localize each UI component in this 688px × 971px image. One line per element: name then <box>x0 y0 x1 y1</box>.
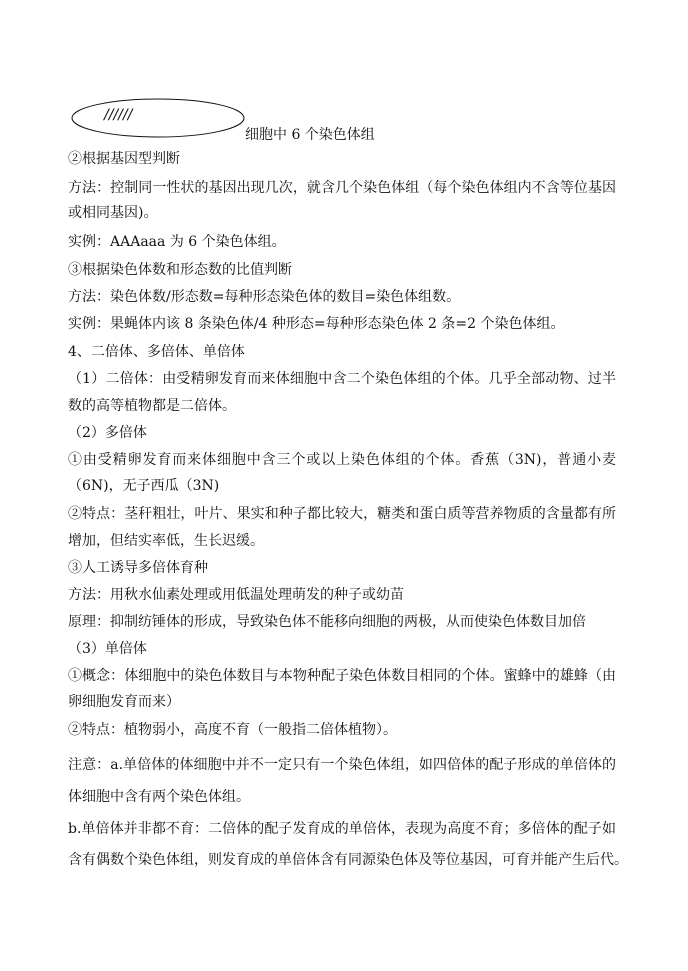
text-line: ①由受精卵发育而来体细胞中含三个或以上染色体组的个体。香蕉（3N)，普通小麦 <box>68 452 616 468</box>
text-line: 方法：用秋水仙素处理或用低温处理萌发的种子或幼苗 <box>68 587 404 603</box>
note-line: 注意：a.单倍体的体细胞中并不一定只有一个染色体组，如四倍体的配子形成的单倍体的 <box>68 757 616 773</box>
section-heading: 4、二倍体、多倍体、单倍体 <box>68 344 245 360</box>
text-line: ①概念：体细胞中的染色体数目与本物种配子染色体数目相同的个体。蜜蜂中的雄蜂（由 <box>68 668 616 684</box>
text-line: 实例：AAAaaa 为 6 个染色体组。 <box>68 234 286 250</box>
text-line: 原理：抑制纺锤体的形成，导致染色体不能移向细胞的两极，从而使染色体数目加倍 <box>68 614 586 630</box>
ellipse-outline <box>70 97 250 147</box>
text-line: 或相同基因)。 <box>68 205 158 221</box>
text-line: ③人工诱导多倍体育种 <box>68 560 208 576</box>
text-line: ②特点：茎秆粗壮，叶片、果实和种子都比较大，糖类和蛋白质等营养物质的含量都有所 <box>68 506 616 522</box>
text-line: 方法：控制同一性状的基因出现几次，就含几个染色体组（每个染色体组内不含等位基因 <box>68 180 616 196</box>
chromosome-figure <box>70 97 250 147</box>
figure-caption: 细胞中 6 个染色体组 <box>245 127 375 143</box>
note-line: b.单倍体并非都不育：二倍体的配子发育成的单倍体，表现为高度不育；多倍体的配子如 <box>68 821 616 837</box>
text-line: （6N)，无子西瓜（3N) <box>68 478 220 494</box>
note-line: 含有偶数个染色体组，则发育成的单倍体含有同源染色体及等位基因，可育并能产生后代。 <box>68 852 628 868</box>
text-line: 方法：染色体数/形态数=每种形态染色体的数目=染色体组数。 <box>68 289 461 305</box>
text-line: 实例：果蝇体内该 8 条染色体/4 种形态=每种形态染色体 2 条=2 个染色体组。 <box>68 316 565 332</box>
subheading: （2）多倍体 <box>68 425 147 441</box>
note-line: 体细胞中含有两个染色体组。 <box>68 789 250 805</box>
text-line: ③根据染色体数和形态数的比值判断 <box>68 262 292 278</box>
chromosome-slashes: ////// <box>104 107 133 123</box>
subheading: （3）单倍体 <box>68 641 147 657</box>
text-line: 数的高等植物都是二倍体。 <box>68 398 236 414</box>
text-line: ②特点：植物弱小，高度不育（一般指二倍体植物）。 <box>68 722 397 738</box>
text-line: ②根据基因型判断 <box>68 151 180 167</box>
text-line: 增加，但结实率低，生长迟缓。 <box>68 533 264 549</box>
text-line: 卵细胞发育而来） <box>68 694 180 710</box>
text-line: （1）二倍体：由受精卵发育而来体细胞中含二个染色体组的个体。几乎全部动物、过半 <box>68 371 616 387</box>
